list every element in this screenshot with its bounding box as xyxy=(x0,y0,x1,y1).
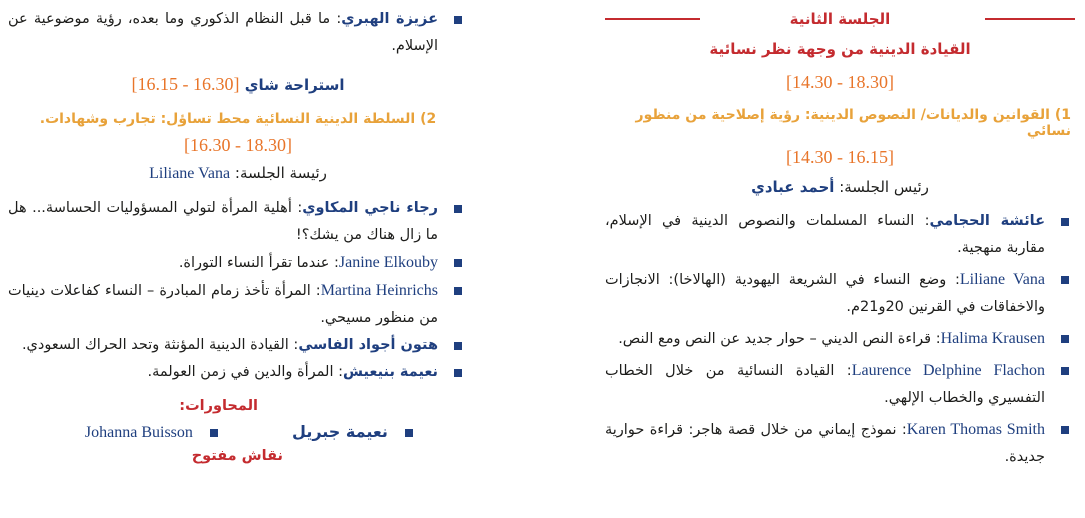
list-item xyxy=(605,416,1075,471)
chair-label: رئيسة الجلسة: xyxy=(234,164,327,182)
list-item xyxy=(8,359,468,386)
talk-title: : عندما تقرأ النساء التوراة. xyxy=(178,255,339,271)
talk-title: : القيادة النسائية من خلال الخطاب التفسيري والخطاب الإلهي. xyxy=(605,363,1045,406)
speaker-list xyxy=(605,208,1075,471)
talk-title: : أهلية المرأة لتولي المسؤوليات الحساسة... هل ما زال هناك من يشك؟! xyxy=(8,200,438,243)
speaker-name: Janine Elkouby xyxy=(338,254,438,271)
panel-title: 1) القوانين والديانات/ النصوص الدينية: رؤية إصلاحية من منظور نسائي xyxy=(635,107,1071,139)
square-bullet-icon xyxy=(454,259,462,267)
panel-two-column xyxy=(8,0,468,464)
session-subtitle: القيادة الدينية من وجهة نظر نسائية xyxy=(709,40,971,58)
list-item xyxy=(8,277,468,332)
square-bullet-icon xyxy=(405,429,413,437)
speaker-name: عزيزة الهبري xyxy=(341,11,438,27)
talk-title: : ما قبل النظام الذكوري وما بعده، رؤية موضوعية عن الإسلام. xyxy=(8,11,438,54)
talk-title: : نموذج إيماني من خلال قصة هاجر: قراءة حوارية جديدة. xyxy=(605,422,1045,465)
list-item xyxy=(8,249,468,277)
speaker-name: Halima Krausen xyxy=(940,330,1045,347)
speaker-name: Liliane Vana xyxy=(959,271,1045,288)
square-bullet-icon xyxy=(1061,276,1069,284)
square-bullet-icon xyxy=(454,342,462,350)
discussant-item xyxy=(85,422,218,442)
list-item xyxy=(8,6,468,60)
panel-time: [18.30 - 16.30] xyxy=(184,135,292,155)
session-header xyxy=(605,6,1075,32)
square-bullet-icon xyxy=(454,16,462,24)
list-item xyxy=(8,332,468,359)
panel-title: 2) السلطة الدينية النسائية محط تساؤل: تجارب وشهادات. xyxy=(39,111,437,127)
speaker-name: Martina Heinrichs xyxy=(320,282,438,299)
speaker-name: Karen Thomas Smith xyxy=(906,421,1045,438)
header-rule-right xyxy=(985,18,1075,20)
square-bullet-icon xyxy=(454,369,462,377)
talk-title: : المرأة والدين في زمن العولمة. xyxy=(147,364,343,380)
session-two-column xyxy=(605,0,1075,471)
header-rule-left xyxy=(605,18,700,20)
chair-name: Liliane Vana xyxy=(149,165,231,182)
talk-title: : وضع النساء في الشريعة اليهودية (الهالاخا): الانجازات والاخفاقات في القرنين 20و21م. xyxy=(605,272,1045,315)
square-bullet-icon xyxy=(1061,218,1069,226)
square-bullet-icon xyxy=(210,429,218,437)
square-bullet-icon xyxy=(1061,367,1069,375)
open-discussion: نقاش مفتوح xyxy=(191,448,283,464)
discussants-label: المحاورات: xyxy=(179,398,258,414)
session-title: الجلسة الثانية xyxy=(789,10,891,28)
list-item xyxy=(605,325,1075,353)
speaker-name: عائشة الحجامي xyxy=(929,213,1045,229)
chair-label: رئيس الجلسة: xyxy=(839,178,929,196)
discussant-item xyxy=(292,422,413,441)
speaker-name: نعيمة بنيعيش xyxy=(343,364,438,380)
list-item xyxy=(8,195,468,249)
speaker-name: رجاء ناجي المكاوي xyxy=(302,200,438,216)
discussants-row xyxy=(8,422,468,444)
square-bullet-icon xyxy=(1061,335,1069,343)
panel-time: [16.15 - 14.30] xyxy=(786,147,894,167)
square-bullet-icon xyxy=(1061,426,1069,434)
discussant-name: Johanna Buisson xyxy=(84,424,193,441)
discussant-name: نعيمة جبريل xyxy=(292,422,388,441)
list-item xyxy=(605,357,1075,412)
panel-chair xyxy=(605,178,1075,196)
speaker-list xyxy=(8,195,468,386)
tea-break xyxy=(8,74,468,95)
chair-name: أحمد عبادي xyxy=(751,178,835,196)
list-item xyxy=(605,208,1075,262)
speaker-name: Laurence Delphine Flachon xyxy=(851,362,1046,379)
break-label: استراحة شاي xyxy=(244,76,345,94)
square-bullet-icon xyxy=(454,205,462,213)
talk-title: : القيادة الدينية المؤنثة وتحد الحراك السعودي. xyxy=(21,337,299,353)
talk-title: : المرأة تأخذ زمام المبادرة – النساء كفاعلات دينيات من منظور مسيحي. xyxy=(8,283,438,326)
speaker-name: هتون أجواد الفاسي xyxy=(298,337,438,353)
break-time: [16.30 - 16.15] xyxy=(131,74,240,94)
list-item xyxy=(605,266,1075,321)
session-time: [18.30 - 14.30] xyxy=(786,72,894,92)
talk-title: : النساء المسلمات والنصوص الدينية في الإسلام، مقاربة منهجية. xyxy=(605,213,1045,256)
square-bullet-icon xyxy=(454,287,462,295)
panel-chair xyxy=(8,164,468,183)
top-speaker-list xyxy=(8,6,468,60)
talk-title: : قراءة النص الديني – حوار جديد عن النص ومع النص. xyxy=(618,331,941,347)
